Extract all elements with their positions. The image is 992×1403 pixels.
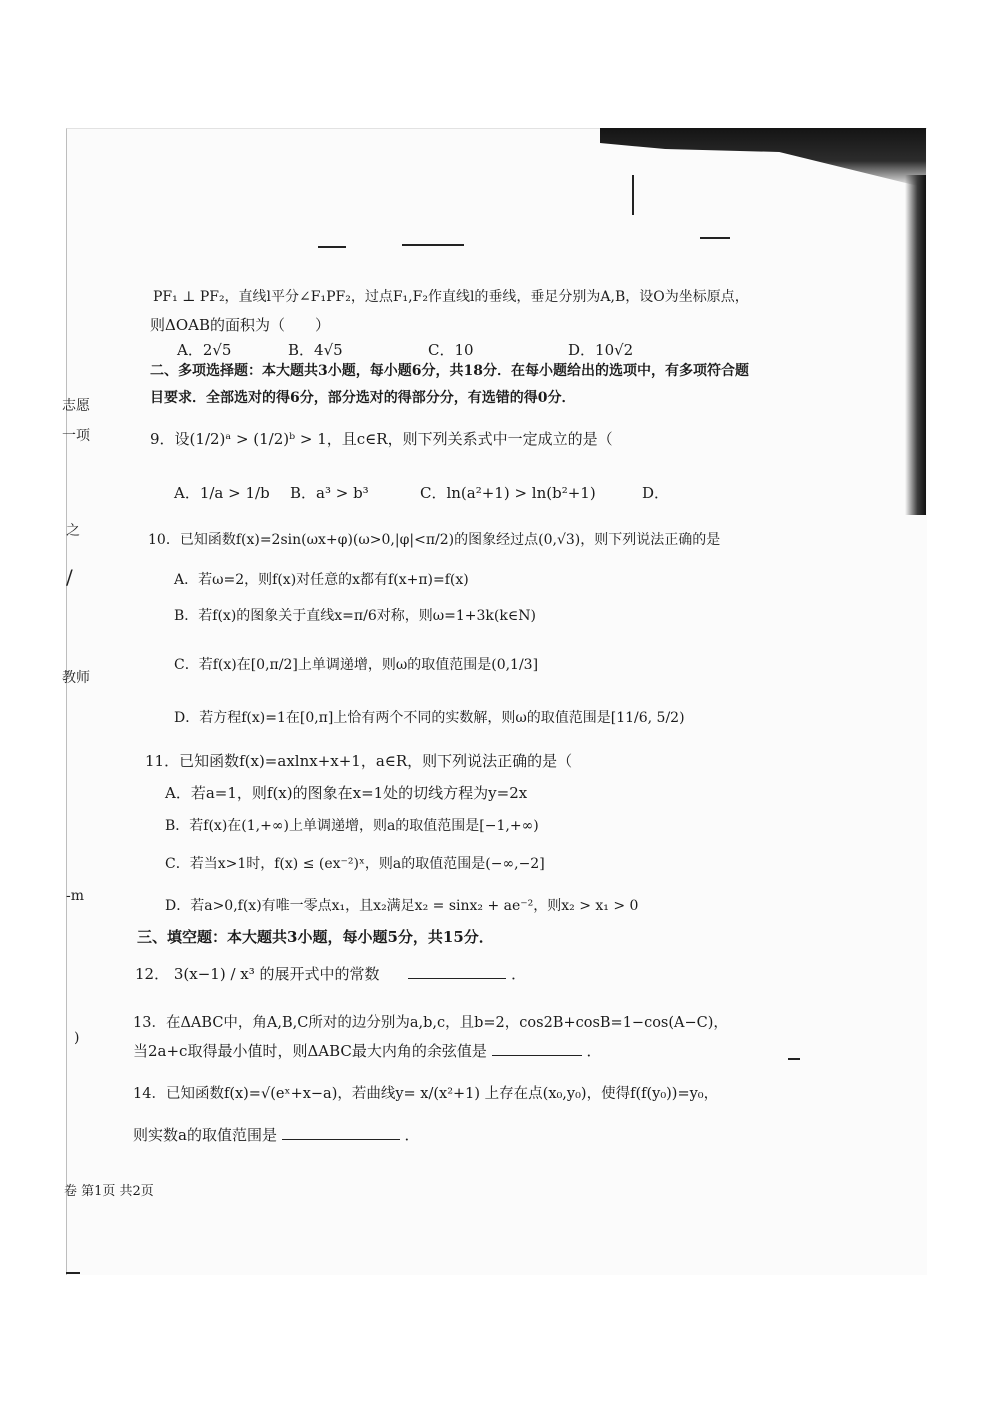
q13-prompt: 当2a+c取得最小值时，则ΔABC最大内角的余弦值是	[133, 1042, 487, 1060]
q14-end: ．	[404, 1126, 420, 1144]
margin-note: 之	[66, 523, 80, 539]
page-footer: 卷 第1页 共2页	[64, 1184, 154, 1199]
scan-mark	[788, 1058, 800, 1060]
q14-answer-blank[interactable]	[282, 1125, 400, 1140]
q9-stem: 9．设(1/2)ᵃ > (1/2)ᵇ > 1，且c∈R，则下列关系式中一定成立的是（	[150, 430, 613, 448]
q9-option-b: B．a³ > b³	[290, 484, 369, 502]
q11-option-b: B．若f(x)在(1,+∞)上单调递增，则a的取值范围是[−1,+∞)	[165, 818, 539, 834]
margin-note: 志愿	[62, 398, 90, 414]
q8-option-c: C．10	[428, 341, 474, 359]
q8-header-line: PF₁ ⊥ PF₂，直线l平分∠F₁PF₂，过点F₁,F₂作直线l的垂线，垂足分别为A,B，设O为坐标原点，	[153, 289, 749, 305]
q12-answer-blank[interactable]	[408, 964, 506, 979]
scan-mark	[318, 246, 346, 248]
q10-option-c: C．若f(x)在[0,π/2]上单调递增，则ω的取值范围是(0,1/3]	[174, 657, 539, 673]
q12-text: 的展开式中的常数	[259, 965, 380, 983]
margin-note: )	[74, 1030, 80, 1046]
q12-expression: 3(x−1) / x³	[173, 965, 255, 983]
q11-option-d: D．若a>0,f(x)有唯一零点x₁，且x₂满足x₂ = sinx₂ + ae⁻²，则x₂ > x₁ > 0	[165, 898, 639, 914]
q13-answer-blank[interactable]	[492, 1041, 582, 1056]
margin-note: -m	[66, 888, 85, 904]
section3-header: 三、填空题：本大题共3小题，每小题5分，共15分．	[137, 928, 494, 946]
scan-mark	[700, 237, 730, 239]
scan-mark	[402, 244, 464, 246]
scan-mark	[66, 1272, 80, 1274]
q14-prompt: 则实数a的取值范围是	[133, 1126, 277, 1144]
section2-header-2: 目要求．全部选对的得6分，部分选对的得部分分，有选错的得0分．	[150, 390, 576, 406]
q12	[135, 963, 526, 984]
q14-line1: 14．已知函数f(x)=√(eˣ+x−a)，若曲线y= x/(x²+1) 上存在点(x₀,y₀)，使得f(f(y₀))=y₀，	[133, 1086, 719, 1102]
q10-option-b: B．若f(x)的图象关于直线x=π/6对称，则ω=1+3k(k∈N)	[174, 608, 536, 624]
scan-edge-shadow	[905, 175, 926, 515]
scan-mark	[632, 175, 634, 215]
q10-option-a: A．若ω=2，则f(x)对任意的x都有f(x+π)=f(x)	[174, 572, 469, 588]
q13-line1: 13．在ΔABC中，角A,B,C所对的边分别为a,b,c，且b=2，cos2B+cosB=1−cos(A−C)，	[133, 1015, 728, 1031]
q13-line2	[133, 1040, 601, 1061]
q9-option-a: A．1/a > 1/b	[174, 484, 270, 502]
q12-end: ．	[511, 965, 527, 983]
q9-option-d: D．	[642, 484, 670, 502]
q8-option-d: D．10√2	[568, 341, 634, 359]
q13-end: ．	[586, 1042, 602, 1060]
q11-option-a: A．若a=1，则f(x)的图象在x=1处的切线方程为y=2x	[165, 784, 528, 802]
margin-note: 教师	[62, 670, 90, 686]
q12-prefix: 12．	[135, 965, 170, 983]
q11-option-c: C．若当x>1时，f(x) ≤ (ex⁻²)ˣ，则a的取值范围是(−∞,−2]	[165, 856, 545, 872]
section2-header-1: 二、多项选择题：本大题共3小题，每小题6分，共18分．在每小题给出的选项中，有多项符合题	[150, 363, 749, 379]
q14-line2	[133, 1124, 420, 1145]
q8-option-b: B．4√5	[288, 341, 343, 359]
margin-note: /	[66, 565, 73, 589]
margin-note: 一项	[62, 428, 90, 444]
q9-option-c: C．ln(a²+1) > ln(b²+1)	[420, 484, 596, 502]
q11-stem: 11．已知函数f(x)=axlnx+x+1，a∈R，则下列说法正确的是（	[145, 752, 573, 770]
q10-stem: 10．已知函数f(x)=2sin(ωx+φ)(ω>0,|φ|<π/2)的图象经过点(0,√3)，则下列说法正确的是	[148, 532, 721, 548]
q8-option-a: A．2√5	[177, 341, 232, 359]
q8-tail: 则ΔOAB的面积为（ ）	[150, 316, 330, 334]
q10-option-d: D．若方程f(x)=1在[0,π]上恰有两个不同的实数解，则ω的取值范围是[11/6, 5/2)	[174, 710, 685, 726]
